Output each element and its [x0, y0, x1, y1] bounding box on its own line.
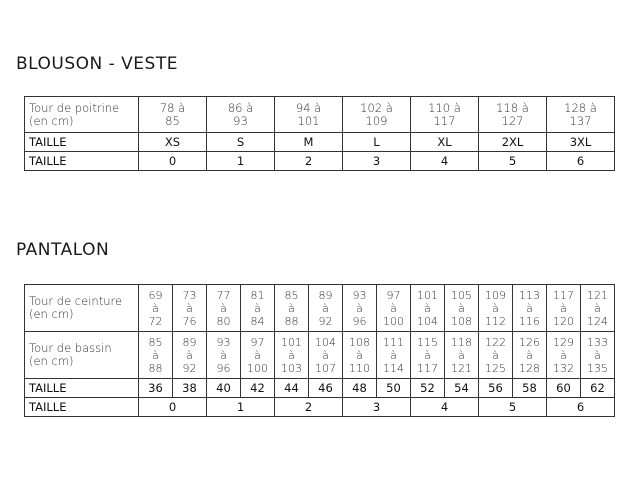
hip-range-cell — [513, 332, 547, 379]
range-part: 110 — [349, 361, 370, 375]
size-eu-cell: 62 — [581, 379, 615, 398]
size-letter-cell: M — [275, 133, 343, 152]
range-part: 73 — [182, 288, 197, 302]
hip-range-cell — [411, 332, 445, 379]
range-part: 84 — [250, 314, 265, 328]
size-eu-cell: 60 — [547, 379, 581, 398]
range-part: 85 — [165, 113, 180, 128]
range-part: 88 — [284, 314, 299, 328]
range-part: 101 — [281, 335, 302, 349]
row-label-taille: TAILLE — [25, 133, 139, 152]
waist-range-cell — [513, 285, 547, 332]
range-part: 118 à — [496, 100, 529, 115]
range-part: 107 — [315, 361, 336, 375]
range-part: 103 — [281, 361, 302, 375]
size-number-cell: 6 — [547, 152, 615, 171]
table-row-size-eu — [25, 379, 615, 398]
range-part: 88 — [148, 361, 163, 375]
range-part: à — [424, 301, 431, 315]
table-row-size-letters — [25, 133, 615, 152]
range-part: à — [458, 301, 465, 315]
hip-range-cell — [275, 332, 309, 379]
range-part: 77 — [216, 288, 231, 302]
range-part: à — [322, 301, 329, 315]
table-row-size-numbers — [25, 152, 615, 171]
size-letter-cell: XS — [139, 133, 207, 152]
range-part: 115 — [417, 335, 438, 349]
range-part: à — [322, 348, 329, 362]
size-eu-cell: 46 — [309, 379, 343, 398]
waist-range-cell — [581, 285, 615, 332]
range-part: à — [390, 301, 397, 315]
row-label-line: (en cm) — [29, 354, 74, 368]
chest-range-cell — [411, 97, 479, 133]
range-part: 101 — [297, 113, 320, 128]
range-part: 81 — [250, 288, 265, 302]
range-part: à — [356, 348, 363, 362]
range-part: 104 — [417, 314, 438, 328]
size-number-cell: 2 — [275, 152, 343, 171]
range-part: 101 — [417, 288, 438, 302]
range-part: 96 — [352, 314, 367, 328]
hip-range-cell — [479, 332, 513, 379]
range-part: 102 à — [360, 100, 393, 115]
range-part: 111 — [383, 335, 404, 349]
row-label-taille: TAILLE — [25, 379, 139, 398]
range-part: à — [594, 301, 601, 315]
range-part: à — [220, 348, 227, 362]
waist-range-cell — [139, 285, 173, 332]
range-part: 105 — [451, 288, 472, 302]
range-part: 127 — [501, 113, 524, 128]
row-label-line: Tour de bassin — [29, 341, 112, 355]
range-part: 129 — [553, 335, 574, 349]
range-part: 93 — [233, 113, 248, 128]
range-part: à — [220, 301, 227, 315]
size-eu-cell: 40 — [207, 379, 241, 398]
range-part: 121 — [451, 361, 472, 375]
range-part: à — [152, 348, 159, 362]
range-part: 109 — [365, 113, 388, 128]
row-label-chest — [25, 97, 139, 133]
range-part: 72 — [148, 314, 163, 328]
range-part: 86 à — [227, 100, 254, 115]
size-number-cell: 1 — [207, 398, 275, 417]
hip-range-cell — [139, 332, 173, 379]
size-number-cell: 2 — [275, 398, 343, 417]
range-part: 126 — [519, 335, 540, 349]
range-part: 94 à — [295, 100, 322, 115]
range-part: à — [526, 301, 533, 315]
range-part: à — [152, 301, 159, 315]
table-row-waist — [25, 285, 615, 332]
chest-range-cell — [343, 97, 411, 133]
size-number-cell: 4 — [411, 398, 479, 417]
waist-range-cell — [411, 285, 445, 332]
range-part: 116 — [519, 314, 540, 328]
range-part: 97 — [386, 288, 401, 302]
hip-range-cell — [173, 332, 207, 379]
range-part: à — [254, 348, 261, 362]
range-part: 118 — [451, 335, 472, 349]
range-part: 104 — [315, 335, 336, 349]
range-part: à — [186, 348, 193, 362]
chest-range-cell — [275, 97, 343, 133]
range-part: 110 à — [428, 100, 461, 115]
range-part: à — [458, 348, 465, 362]
range-part: 117 — [433, 113, 456, 128]
range-part: 128 à — [564, 100, 597, 115]
size-letter-cell: 3XL — [547, 133, 615, 152]
size-number-cell: 0 — [139, 398, 207, 417]
range-part: 93 — [352, 288, 367, 302]
chest-range-cell — [207, 97, 275, 133]
range-part: 69 — [148, 288, 163, 302]
row-label-line: (en cm) — [29, 307, 74, 321]
hip-range-cell — [343, 332, 377, 379]
range-part: à — [492, 348, 499, 362]
hip-range-cell — [581, 332, 615, 379]
size-table-blouson — [24, 96, 615, 171]
row-label-taille: TAILLE — [25, 398, 139, 417]
range-part: 124 — [587, 314, 608, 328]
range-part: à — [526, 348, 533, 362]
chest-range-cell — [547, 97, 615, 133]
range-part: 100 — [383, 314, 404, 328]
section-title-blouson: BLOUSON - VESTE — [16, 54, 178, 74]
range-part: 100 — [247, 361, 268, 375]
range-part: 89 — [182, 335, 197, 349]
size-letter-cell: XL — [411, 133, 479, 152]
size-eu-cell: 42 — [241, 379, 275, 398]
row-label-waist — [25, 285, 139, 332]
range-part: 97 — [250, 335, 265, 349]
range-part: à — [560, 301, 567, 315]
size-number-cell: 0 — [139, 152, 207, 171]
size-eu-cell: 54 — [445, 379, 479, 398]
size-number-cell: 5 — [479, 398, 547, 417]
range-part: à — [594, 348, 601, 362]
hip-range-cell — [309, 332, 343, 379]
range-part: 125 — [485, 361, 506, 375]
chest-range-cell — [139, 97, 207, 133]
waist-range-cell — [377, 285, 411, 332]
range-part: 121 — [587, 288, 608, 302]
range-part: 120 — [553, 314, 574, 328]
size-eu-cell: 44 — [275, 379, 309, 398]
size-number-cell: 6 — [547, 398, 615, 417]
range-part: à — [390, 348, 397, 362]
range-part: à — [424, 348, 431, 362]
row-label-line: Tour de poitrine — [29, 100, 120, 115]
hip-range-cell — [445, 332, 479, 379]
range-part: 109 — [485, 288, 506, 302]
waist-range-cell — [241, 285, 275, 332]
range-part: 117 — [417, 361, 438, 375]
range-part: à — [356, 301, 363, 315]
range-part: à — [254, 301, 261, 315]
waist-range-cell — [445, 285, 479, 332]
range-part: 108 — [349, 335, 370, 349]
range-part: 78 à — [159, 100, 186, 115]
waist-range-cell — [479, 285, 513, 332]
range-part: 132 — [553, 361, 574, 375]
size-eu-cell: 58 — [513, 379, 547, 398]
row-label-taille: TAILLE — [25, 152, 139, 171]
size-letter-cell: 2XL — [479, 133, 547, 152]
hip-range-cell — [241, 332, 275, 379]
range-part: 135 — [587, 361, 608, 375]
range-part: 85 — [284, 288, 299, 302]
range-part: à — [288, 348, 295, 362]
size-number-cell: 5 — [479, 152, 547, 171]
size-number-cell: 4 — [411, 152, 479, 171]
range-part: à — [560, 348, 567, 362]
range-part: à — [186, 301, 193, 315]
hip-range-cell — [547, 332, 581, 379]
size-table-pantalon — [24, 284, 615, 417]
range-part: 108 — [451, 314, 472, 328]
range-part: 93 — [216, 335, 231, 349]
range-part: 96 — [216, 361, 231, 375]
waist-range-cell — [173, 285, 207, 332]
size-eu-cell: 36 — [139, 379, 173, 398]
table-row-size-numbers — [25, 398, 615, 417]
row-label-line: Tour de ceinture — [29, 294, 123, 308]
range-part: 133 — [587, 335, 608, 349]
waist-range-cell — [309, 285, 343, 332]
range-part: à — [288, 301, 295, 315]
table-row-chest — [25, 97, 615, 133]
table-row-hip — [25, 332, 615, 379]
size-eu-cell: 56 — [479, 379, 513, 398]
range-part: 92 — [318, 314, 333, 328]
range-part: 76 — [182, 314, 197, 328]
hip-range-cell — [207, 332, 241, 379]
waist-range-cell — [207, 285, 241, 332]
size-letter-cell: L — [343, 133, 411, 152]
range-part: 122 — [485, 335, 506, 349]
row-label-line: (en cm) — [29, 113, 74, 128]
size-eu-cell: 50 — [377, 379, 411, 398]
size-number-cell: 1 — [207, 152, 275, 171]
size-eu-cell: 52 — [411, 379, 445, 398]
waist-range-cell — [275, 285, 309, 332]
range-part: 114 — [383, 361, 404, 375]
size-number-cell: 3 — [343, 152, 411, 171]
range-part: 117 — [553, 288, 574, 302]
hip-range-cell — [377, 332, 411, 379]
range-part: à — [492, 301, 499, 315]
range-part: 137 — [569, 113, 592, 128]
size-letter-cell: S — [207, 133, 275, 152]
range-part: 113 — [519, 288, 540, 302]
range-part: 128 — [519, 361, 540, 375]
range-part: 85 — [148, 335, 163, 349]
chest-range-cell — [479, 97, 547, 133]
waist-range-cell — [547, 285, 581, 332]
size-eu-cell: 48 — [343, 379, 377, 398]
range-part: 92 — [182, 361, 197, 375]
size-number-cell: 3 — [343, 398, 411, 417]
range-part: 112 — [485, 314, 506, 328]
waist-range-cell — [343, 285, 377, 332]
range-part: 89 — [318, 288, 333, 302]
section-title-pantalon: PANTALON — [16, 240, 110, 260]
range-part: 80 — [216, 314, 231, 328]
row-label-hip — [25, 332, 139, 379]
size-eu-cell: 38 — [173, 379, 207, 398]
